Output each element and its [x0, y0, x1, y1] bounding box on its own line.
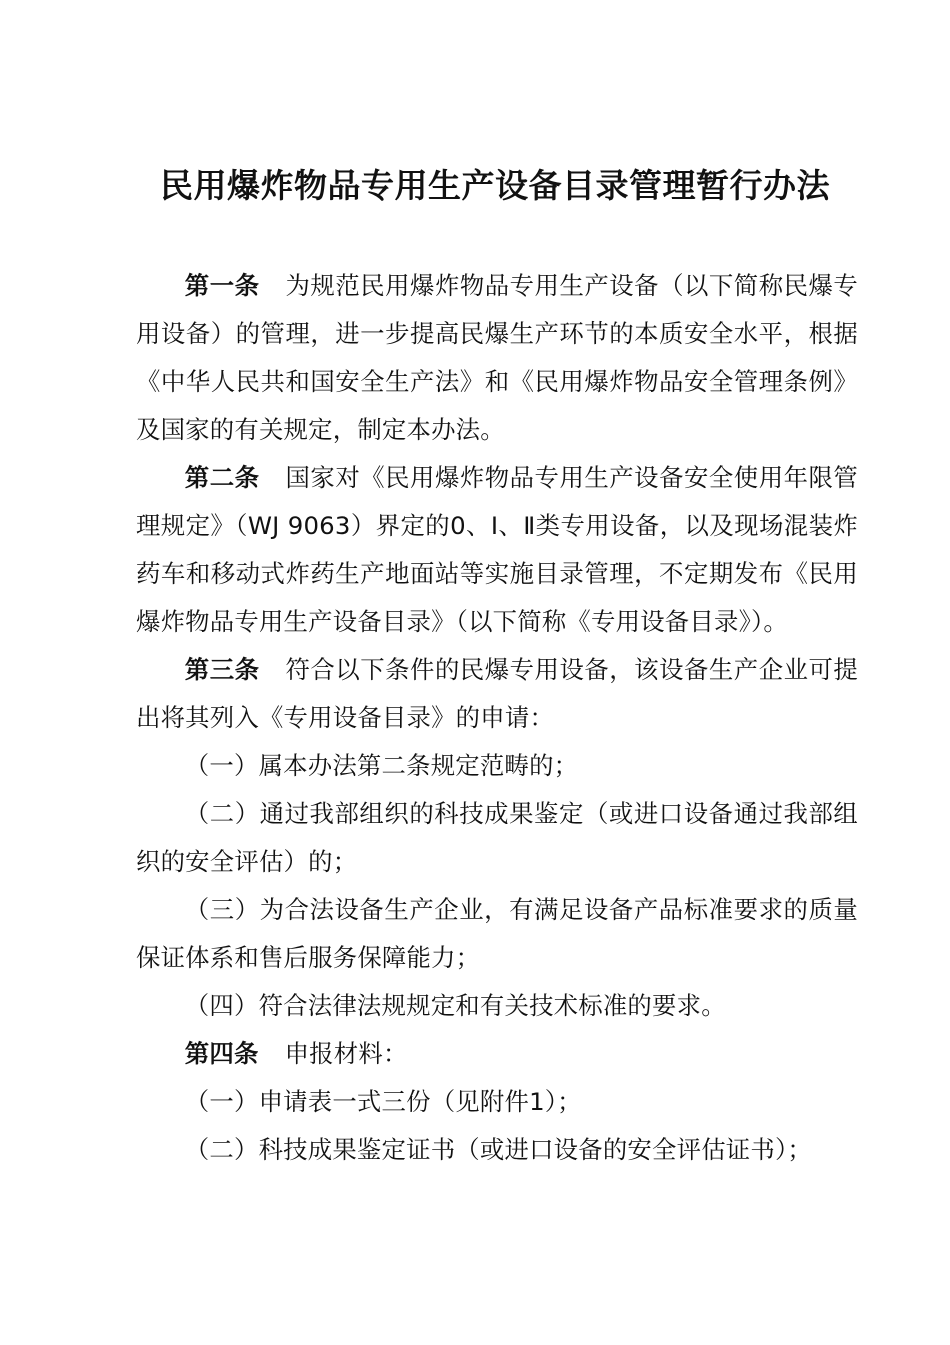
article-label: 第一条: [184, 271, 260, 300]
article-3-item-3: （三）为合法设备生产企业，有满足设备产品标准要求的质量保证体系和售后服务保障能力；: [136, 895, 858, 972]
article-3-item-4: （四）符合法律法规规定和有关技术标准的要求。: [184, 991, 726, 1020]
article-2: [136, 454, 858, 646]
article-3-item-2: （二）通过我部组织的科技成果鉴定（或进口设备通过我部组织的安全评估）的；: [136, 799, 858, 876]
article-text: 申报材料：: [284, 1039, 408, 1068]
article-1: [136, 262, 858, 454]
article-4-item-1: （一）申请表一式三份（见附件1）；: [184, 1087, 582, 1116]
article-label: 第四条: [184, 1039, 259, 1068]
article-text: 为规范民用爆炸物品专用生产设备（以下简称民爆专用设备）的管理，进一步提高民爆生产环节的本质安全水平，根据《中华人民共和国安全生产法》和《民用爆炸物品安全管理条例》及国家的有关规定，制定本办法。: [136, 271, 858, 444]
article-4-item-2: （二）科技成果鉴定证书（或进口设备的安全评估证书）；: [184, 1135, 812, 1164]
article-text: 国家对《民用爆炸物品专用生产设备安全使用年限管理规定》（WJ 9063）界定的0、Ⅰ、Ⅱ类专用设备，以及现场混装炸药车和移动式炸药生产地面站等实施目录管理，不定期发布《民用爆炸物品专用生产设备目录》（以下简称《专用设备目录》）。: [136, 463, 858, 636]
article-text: 符合以下条件的民爆专用设备，该设备生产企业可提出将其列入《专用设备目录》的申请：: [136, 655, 858, 732]
document-body: [136, 262, 858, 1174]
document-title: 民用爆炸物品专用生产设备目录管理暂行办法: [160, 166, 830, 205]
article-4: [136, 1030, 858, 1078]
article-label: 第三条: [184, 655, 260, 684]
article-label: 第二条: [184, 463, 260, 492]
article-3: [136, 646, 858, 742]
article-3-item-1: （一）属本办法第二条规定范畴的；: [184, 751, 579, 780]
